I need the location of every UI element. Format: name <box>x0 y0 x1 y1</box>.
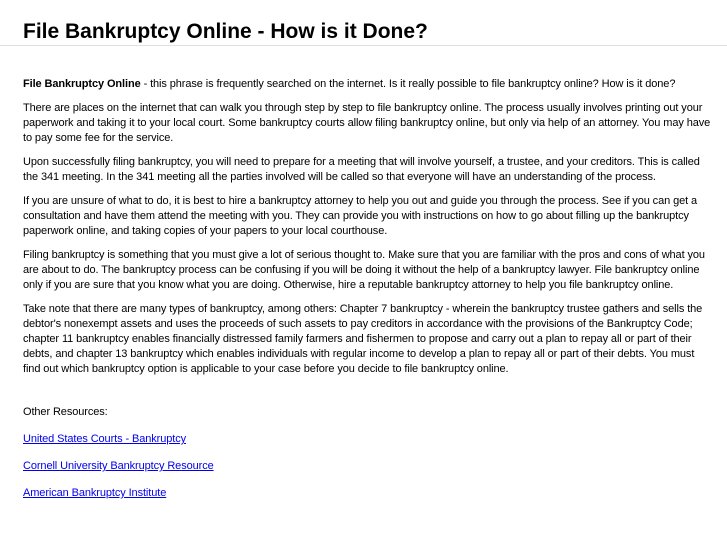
paragraph-341-meeting: Upon successfully filing bankruptcy, you will need to prepare for a meeting that will involve yourself, a trustee, and your creditors. This is called the 341 meeting. In the 341 meeting all the parties involved will be called so that everyone will have an understanding of the process. <box>23 156 700 183</box>
paragraph-serious-thought: Filing bankruptcy is something that you must give a lot of serious thought to. Make sure that you are familiar with the pros and cons of what you are about to do. The bankruptcy process can be confusing if you will be doing it without the help of a bankruptcy lawyer. File bankruptcy online only if you are sure that you know what you are doing. Otherwise, hire a reputable bankruptcy attorney to help you file bankruptcy online. <box>23 249 705 291</box>
link-cornell-bankruptcy-resource[interactable]: Cornell University Bankruptcy Resource <box>23 460 214 472</box>
paragraph-hire-attorney: If you are unsure of what to do, it is best to hire a bankruptcy attorney to help you out and guide you through the process. See if you can get a consultation and have them attend the meeting with you. They can provide you with instructions on how to go about filling up the bankruptcy paperwork online, and taking copies of your papers to your local courthouse. <box>23 195 698 237</box>
paragraph-online-filing: There are places on the internet that can walk you through step by step to file bankruptcy online. The process usually involves printing out your paperwork and taking it to your local court. Some bankruptcy courts allow filing bankruptcy online, but only via help of an attorney. You may have to pay some fee for the service. <box>23 102 711 144</box>
intro-text: - this phrase is frequently searched on the internet. Is it really possible to file bankruptcy online? How is it done? <box>140 78 676 90</box>
link-american-bankruptcy-institute[interactable]: American Bankruptcy Institute <box>23 487 167 499</box>
page-title: File Bankruptcy Online - How is it Done? <box>0 0 727 46</box>
article-body <box>23 77 713 513</box>
link-us-courts-bankruptcy[interactable]: United States Courts - Bankruptcy <box>23 433 186 445</box>
resources-heading: Other Resources: <box>23 406 108 418</box>
paragraph-bankruptcy-types: Take note that there are many types of bankruptcy, among others: Chapter 7 bankruptcy - wherein the bankruptcy trustee gathers and sells the debtor's nonexempt assets and uses the proceeds of such assets to pay creditors in accordance with the provisions of the Bankruptcy Code; chapter 11 bankruptcy enables financially distressed family farmers and fishermen to propose and carry out a plan to repay all or part of their debts, and chapter 13 bankruptcy which enables individuals with regular income to develop a plan to repay all or part of their debts. You must find out which bankruptcy option is applicable to your case before you decide to file bankruptcy online. <box>23 303 703 375</box>
intro-bold-term: File Bankruptcy Online <box>23 78 141 90</box>
intro-paragraph <box>23 77 713 92</box>
